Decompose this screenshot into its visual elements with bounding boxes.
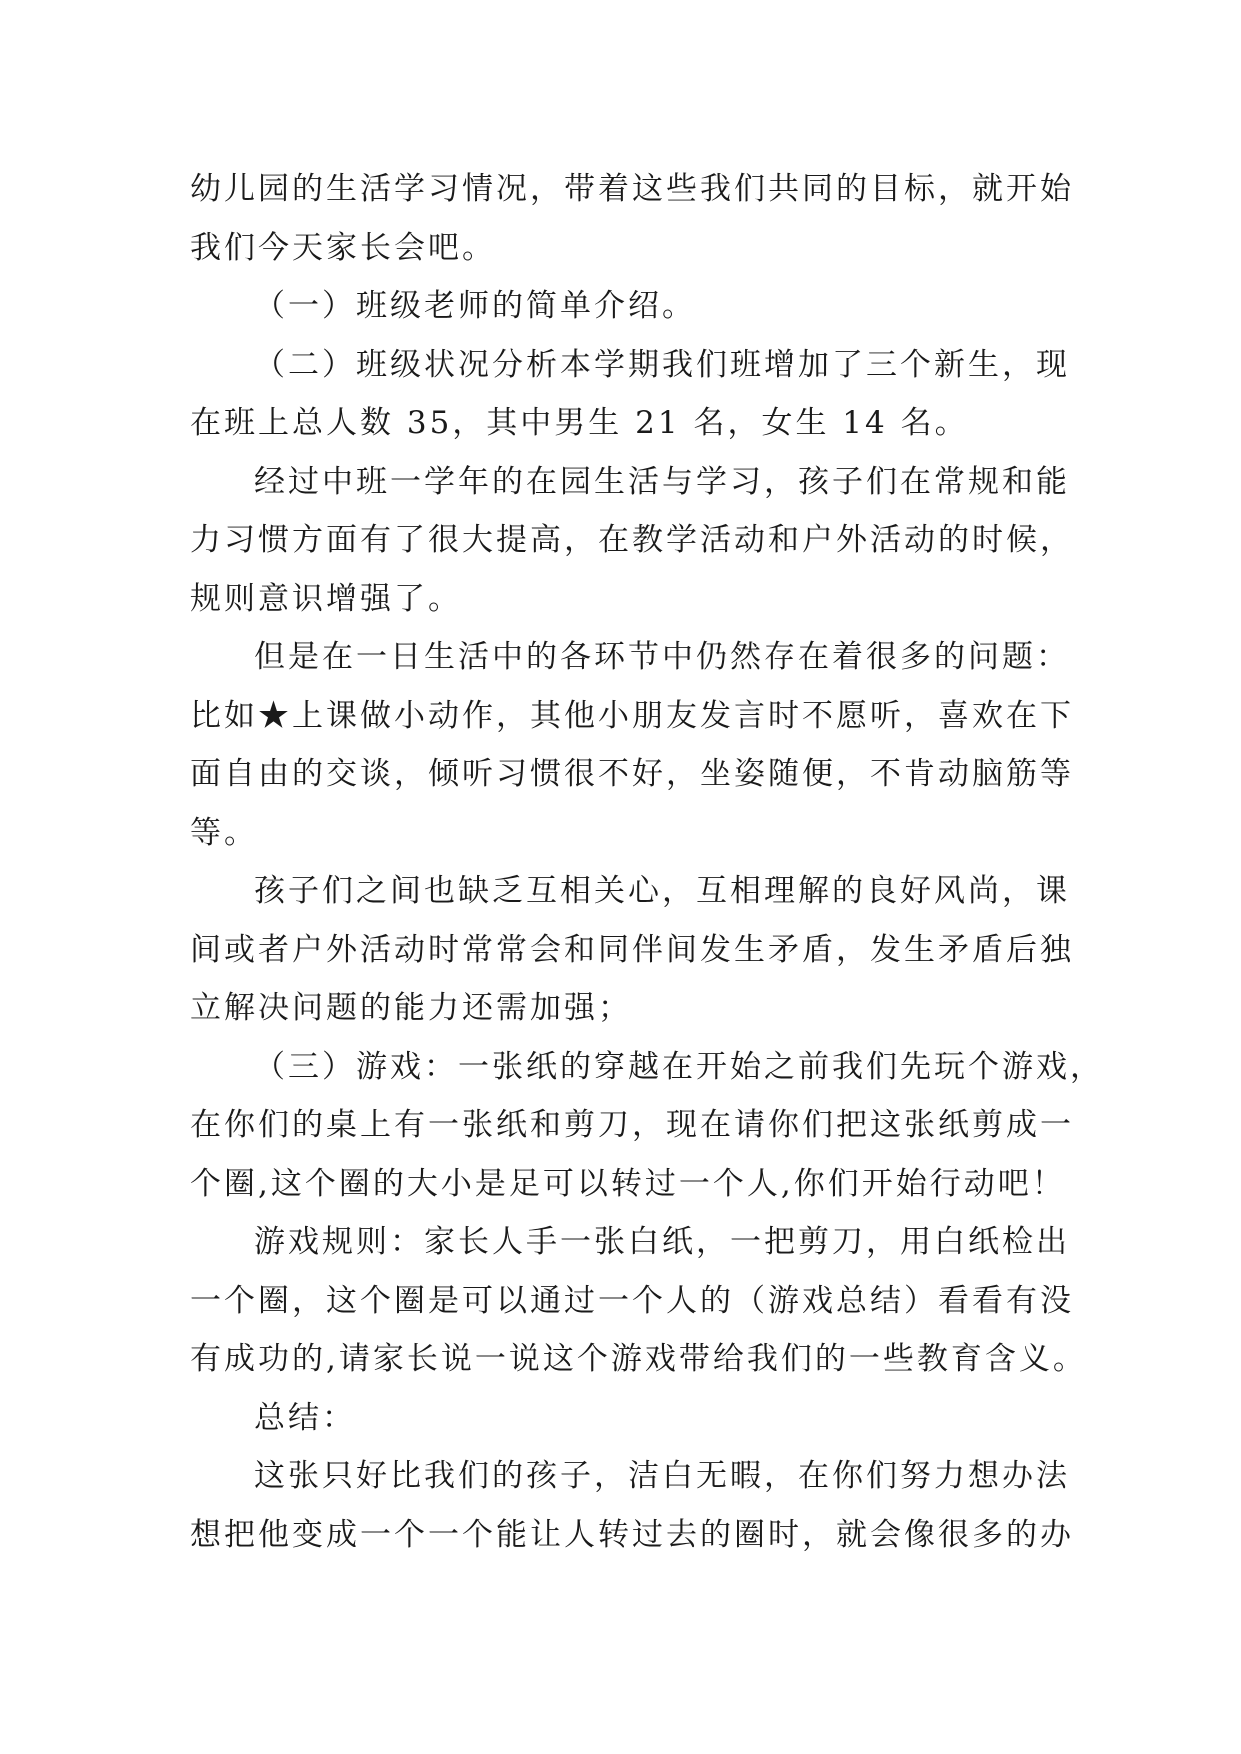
text-line: （一）班级老师的简单介绍。 [254,288,696,324]
text-line: 我们今天家长会吧。 [190,229,496,266]
text-line: 经过中班一学年的在园生活与学习，孩子们在常规和能 [254,463,1070,500]
text-line: 想把他变成一个一个能让人转过去的圈时，就会像很多的办 [190,1516,1074,1553]
text-line: 等。 [190,814,258,851]
text-line: 在班上总人数 35，其中男生 21 名，女生 14 名。 [190,405,969,441]
body-text [190,160,1104,1564]
text-line: 在你们的桌上有一张纸和剪刀，现在请你们把这张纸剪成一 [190,1107,1074,1143]
text-line: 但是在一日生活中的各环节中仍然存在着很多的问题： [254,639,1070,675]
text-line: 有成功的,请家长说一说这个游戏带给我们的一些教育含义。 [190,1341,1087,1377]
text-line: 一个圈，这个圈是可以通过一个人的（游戏总结）看看有没 [190,1282,1074,1319]
text-line: （三）游戏：一张纸的穿越在开始之前我们先玩个游戏， [254,1048,1104,1085]
text-line: 规则意识增强了。 [190,580,462,617]
text-line: 立解决问题的能力还需加强； [190,990,632,1026]
text-line: 游戏规则：家长人手一张白纸，一把剪刀，用白纸检出 [254,1224,1070,1260]
text-line: 总结： [254,1399,356,1436]
text-line: 间或者户外活动时常常会和同伴间发生矛盾，发生矛盾后独 [190,931,1074,968]
text-line: 比如★上课做小动作，其他小朋友发言时不愿听，喜欢在下 [190,697,1074,734]
text-line: 孩子们之间也缺乏互相关心，互相理解的良好风尚，课 [254,873,1070,909]
text-line: 面自由的交谈，倾听习惯很不好，坐姿随便，不肯动脑筋等 [190,756,1074,792]
text-line: 力习惯方面有了很大提高，在教学活动和户外活动的时候， [190,522,1074,558]
text-line: 幼儿园的生活学习情况，带着这些我们共同的目标，就开始 [190,171,1074,207]
text-line: 个圈,这个圈的大小是足可以转过一个人,你们开始行动吧！ [190,1165,1066,1202]
text-line: 这张只好比我们的孩子，洁白无暇，在你们努力想办法 [254,1458,1070,1494]
text-line: （二）班级状况分析本学期我们班增加了三个新生，现 [254,346,1070,383]
